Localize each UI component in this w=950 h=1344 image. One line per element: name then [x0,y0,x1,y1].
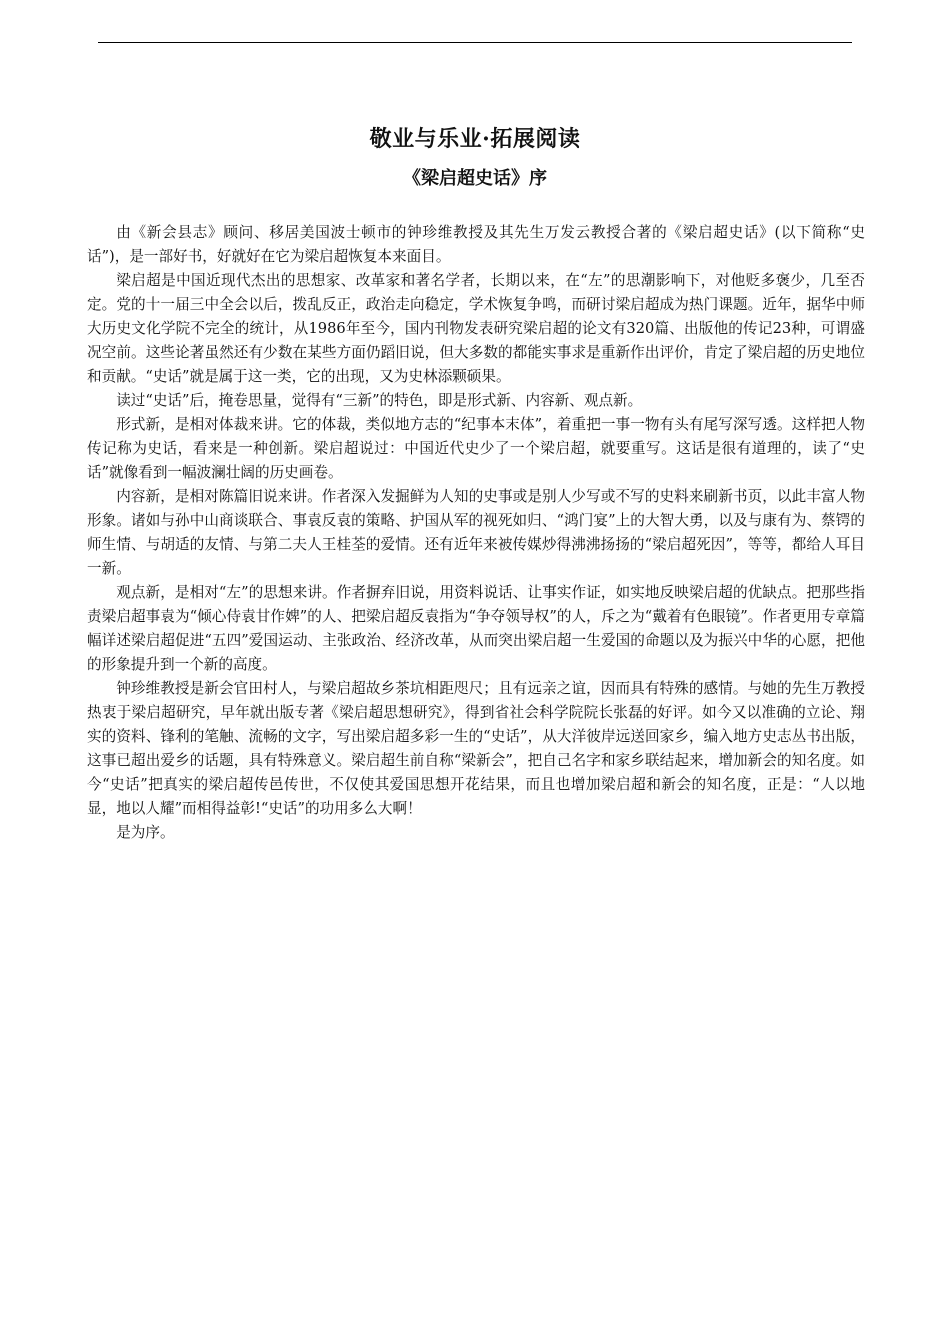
paragraph: 形式新，是相对体裁来讲。它的体裁，类似地方志的“纪事本末体”，着重把一事一物有头有尾写深写透。这样把人物传记称为史话，看来是一种创新。梁启超说过：中国近代史少了一个梁启超，就要重写。这话是很有道理的，读了“史话”就像看到一幅波澜壮阔的历史画卷。 [87,416,865,481]
header-rule [98,42,852,43]
document-title: 敬业与乐业·拓展阅读 [369,126,581,152]
document-subtitle: 《梁启超史话》序 [403,168,547,189]
paragraph: 钟珍维教授是新会官田村人，与梁启超故乡茶坑相距咫尺；且有远亲之谊，因而具有特殊的感情。与她的先生万教授热衷于梁启超研究，早年就出版专著《梁启超思想研究》，得到省社会科学院院长张磊的好评。如今又以准确的立论、翔实的资料、锋利的笔触、流畅的文字，写出梁启超多彩一生的“史话”，从大洋彼岸远送回家乡，编入地方史志丛书出版，这事已超出爱乡的话题，具有特殊意义。梁启超生前自称“梁新会”，把自己名字和家乡联结起来，增加新会的知名度。如今“史话”把真实的梁启超传邑传世，不仅使其爱国思想开花结果，而且也增加梁启超和新会的知名度，正是：“人以地显，地以人耀”而相得益彰!“史话”的功用多么大啊！ [87,680,865,817]
paragraph: 梁启超是中国近现代杰出的思想家、改革家和著名学者，长期以来，在“左”的思潮影响下，对他贬多褒少，几至否定。党的十一届三中全会以后，拨乱反正，政治走向稳定，学术恢复争鸣，而研讨梁启超成为热门课题。近年，据华中师大历史文化学院不完全的统计，从1986年至今，国内刊物发表研究梁启超的论文有320篇、出版他的传记23种，可谓盛况空前。这些论著虽然还有少数在某些方面仍蹈旧说，但大多数的都能实事求是重新作出评价，肯定了梁启超的历史地位和贡献。“史话”就是属于这一类，它的出现，又为史林添颗硕果。 [87,272,865,385]
paragraph: 读过“史话”后，掩卷思量，觉得有“三新”的特色，即是形式新、内容新、观点新。 [116,392,643,409]
paragraph: 由《新会县志》顾问、移居美国波士顿市的钟珍维教授及其先生万发云教授合著的《梁启超史话》(以下简称“史话”)，是一部好书，好就好在它为梁启超恢复本来面目。 [87,224,865,265]
paragraph: 内容新，是相对陈篇旧说来讲。作者深入发掘鲜为人知的史事或是别人少写或不写的史料来刷新书页，以此丰富人物形象。诸如与孙中山商谈联合、事袁反袁的策略、护国从军的视死如归、“鸿门宴”上的大智大勇，以及与康有为、蔡锷的师生情、与胡适的友情、与第二夫人王桂荃的爱情。还有近年来被传媒炒得沸沸扬扬的“梁启超死因”，等等，都给人耳目一新。 [87,488,865,577]
paragraph: 观点新，是相对“左”的思想来讲。作者摒弃旧说，用资料说话、让事实作证，如实地反映梁启超的优缺点。把那些指责梁启超事袁为“倾心侍袁甘作婢”的人、把梁启超反袁指为“争夺领导权”的人，斥之为“戴着有色眼镜”。作者更用专章篇幅详述梁启超促进“五四”爱国运动、主张政治、经济改革，从而突出梁启超一生爱国的命题以及为振兴中华的心愿，把他的形象提升到一个新的高度。 [87,584,865,673]
paragraph: 是为序。 [116,824,175,841]
document-body [87,221,865,845]
